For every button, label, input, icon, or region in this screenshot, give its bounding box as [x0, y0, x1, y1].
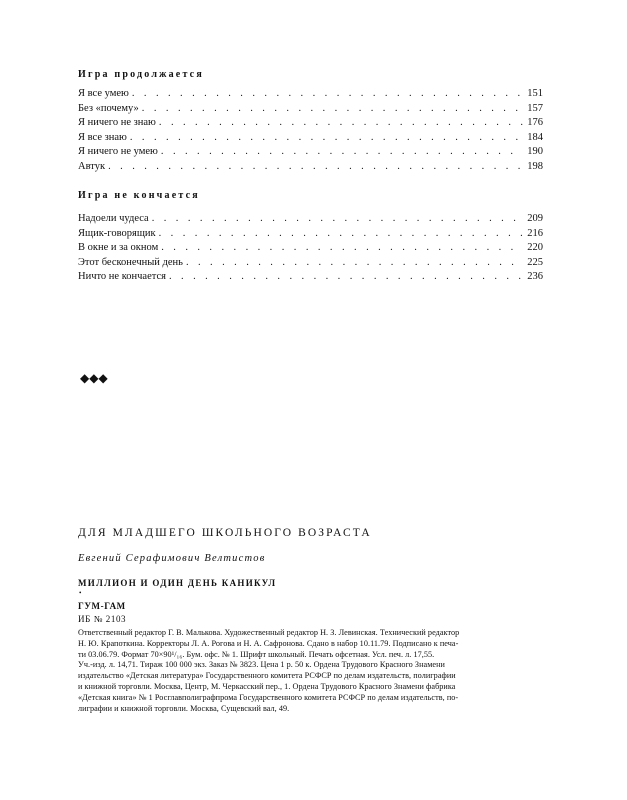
leader-dots [183, 256, 523, 271]
imprint-text [78, 628, 546, 714]
leader-dots [158, 145, 523, 160]
toc-entry-title: Надоели чудеса [78, 213, 149, 224]
leader-dots [127, 131, 523, 146]
toc-entry-page: 151 [527, 88, 543, 99]
toc-entry-page: 225 [527, 256, 543, 268]
toc-entry-title: Я все умею [78, 88, 129, 99]
toc-entry[interactable] [78, 131, 543, 146]
toc-entry[interactable] [78, 160, 543, 175]
toc-entry[interactable] [78, 87, 543, 102]
toc-entry[interactable] [78, 116, 543, 131]
leader-dots [158, 241, 523, 256]
imprint-line: Уч.-изд. л. 14,71. Тираж 100 000 экз. Заказ № 3823. Цена 1 р. 50 к. Ордена Трудового Красного Знамени [78, 660, 445, 670]
toc-entry-page: 184 [527, 131, 543, 143]
toc-entry-title: Я ничего не знаю [78, 117, 156, 129]
toc-entry-title: В окне и за окном [78, 242, 159, 254]
toc-entry[interactable] [78, 270, 543, 285]
section-heading-game-continues: Игра продолжается [78, 69, 204, 80]
toc-entry-page: 236 [527, 271, 543, 283]
toc-entry[interactable] [78, 241, 543, 256]
part-title: ГУМ-ГАМ [78, 601, 126, 611]
toc-entry-page: 209 [527, 213, 543, 224]
leader-dots [166, 270, 523, 285]
toc-entry[interactable] [78, 145, 543, 160]
toc-list-section-2 [78, 212, 543, 285]
toc-entry-title: Я ничего не умею [78, 146, 158, 158]
toc-entry-page: 198 [527, 160, 543, 172]
toc-entry[interactable] [78, 212, 543, 227]
toc-list-section-1 [78, 87, 543, 175]
leader-dots [139, 102, 523, 117]
toc-entry-title: Этот бесконечный день [78, 256, 183, 268]
toc-entry-page: 190 [527, 146, 543, 158]
imprint-line: ти 03.06.79. Формат 70×90¹/₁₆. Бум. офс. № 1. Шрифт школьный. Печать офсетная. Усл. печ. л. 17,55. [78, 649, 435, 659]
leader-dots [156, 116, 523, 131]
section-heading-game-never-ends: Игра не кончается [78, 190, 200, 201]
imprint-line: и книжной торговли. Москва, Центр, М. Черкасский пер., 1. Ордена Трудового Красного Знамени фабрика [78, 681, 456, 691]
imprint-line: «Детская книга» № 1 Росглавполиграфпрома Государственного комитета РСФСР по делам издательств, по- [78, 692, 459, 702]
imprint-line: издательство «Детская литература» Государственного комитета РСФСР по делам издательств, полиграфии [78, 671, 456, 681]
toc-entry-page: 216 [527, 227, 543, 239]
toc-entry-title: Без «почему» [78, 102, 139, 114]
toc-entry-page: 220 [527, 242, 543, 254]
diamond-ornament-icon: ◆◆◆ [80, 371, 108, 385]
age-group-heading: ДЛЯ МЛАДШЕГО ШКОЛЬНОГО ВОЗРАСТА [78, 527, 372, 539]
leader-dots [149, 212, 523, 227]
book-title: МИЛЛИОН И ОДИН ДЕНЬ КАНИКУЛ [78, 578, 277, 588]
ib-number: ИБ № 2103 [78, 614, 127, 624]
toc-entry-title: Я все знаю [78, 131, 127, 143]
toc-entry-page: 157 [527, 102, 543, 114]
toc-entry-page: 176 [527, 117, 543, 129]
toc-entry-title: Ничто не кончается [78, 271, 166, 283]
imprint-line: Н. Ю. Крапоткина. Корректоры Л. А. Рогова и Н. А. Сафронова. Сдано в набор 10.11.79. Подписано к печа- [78, 638, 459, 648]
bullet-icon: • [79, 589, 82, 597]
toc-entry[interactable] [78, 227, 543, 242]
leader-dots [105, 160, 523, 175]
leader-dots [129, 87, 523, 102]
toc-entry[interactable] [78, 256, 543, 271]
leader-dots [156, 227, 523, 242]
author-name: Евгений Серафимович Велтистов [78, 553, 266, 564]
imprint-line: Ответственный редактор Г. В. Малькова. Художественный редактор Н. З. Левинская. Технический редактор [78, 628, 460, 637]
imprint-line: лиграфии и книжной торговли. Москва, Сущевский вал, 49. [78, 703, 290, 713]
toc-entry-title: Ящик-говорящик [78, 227, 156, 239]
toc-entry[interactable] [78, 102, 543, 117]
toc-entry-title: Автук [78, 160, 106, 172]
